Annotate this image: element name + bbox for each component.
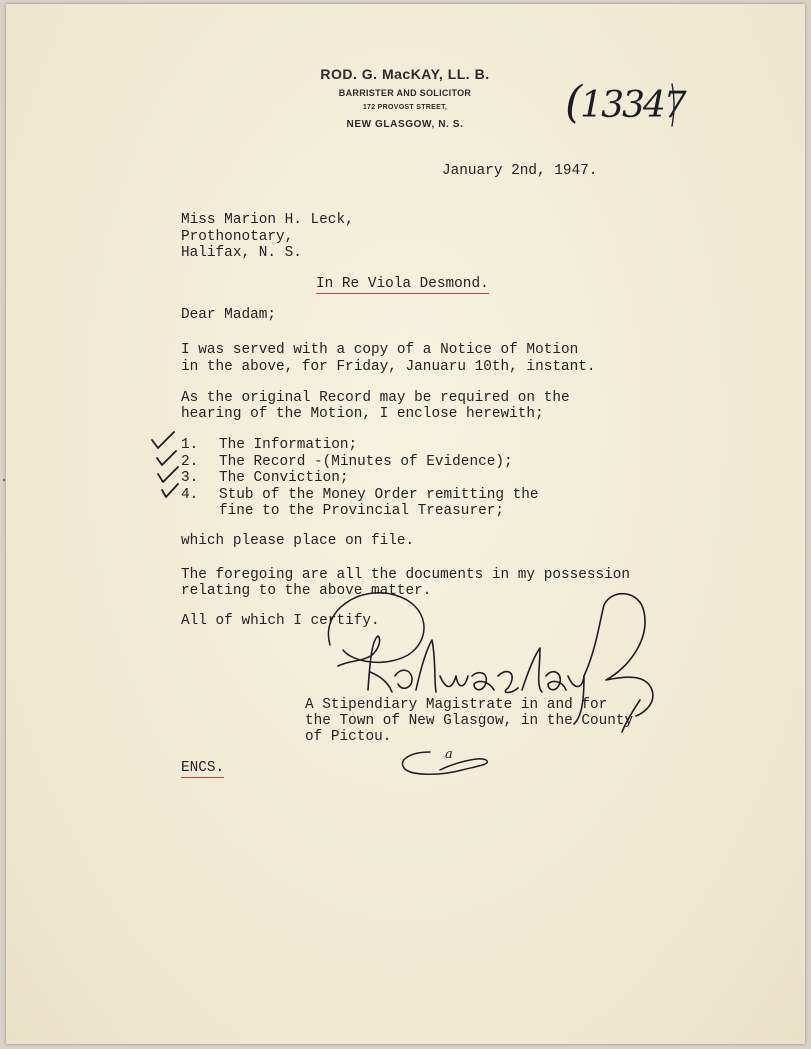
paragraph-3-line-1: The foregoing are all the documents in my possession — [181, 567, 631, 583]
check-mark-icon — [152, 432, 174, 448]
letterhead-title: BARRISTER AND SOLICITOR — [338, 88, 472, 98]
recipient-line-1: Miss Marion H. Leck, — [181, 212, 354, 228]
handwritten-initials: a — [445, 747, 453, 762]
paragraph-3-line-2: relating to the above matter. — [181, 583, 432, 599]
signature-loop-icon — [328, 593, 424, 663]
check-mark-icon — [162, 484, 178, 497]
encs-label: ENCS. — [181, 760, 225, 776]
enclosure-text-4: Stub of the Money Order remitting the — [219, 487, 539, 503]
signature-icon — [338, 636, 584, 724]
file-number-text: 13347 — [580, 85, 685, 126]
enclosure-number-2: 2. — [181, 454, 199, 470]
letterhead-city: NEW GLASGOW, N. S. — [346, 119, 464, 130]
file-request: which please place on file. — [181, 533, 415, 549]
signatory-line-2: the Town of New Glasgow, in the County — [305, 713, 634, 729]
letterhead-street: 172 PROVOST STREET, — [362, 104, 448, 111]
check-mark-icon — [158, 467, 178, 482]
signatory-line-3: of Pictou. — [305, 729, 392, 745]
enclosure-text-3: The Conviction; — [219, 470, 349, 486]
enclosure-number-4: 4. — [181, 487, 199, 503]
paragraph-1-line-1: I was served with a copy of a Notice of Motion — [181, 342, 579, 358]
signature-flourish-icon — [584, 594, 653, 732]
enclosure-number-1: 1. — [181, 437, 199, 453]
paragraph-1-line-2: in the above, for Friday, Januaru 10th, instant. — [181, 359, 596, 375]
recipient-line-3: Halifax, N. S. — [181, 245, 302, 261]
file-number-bracket-icon — [672, 84, 674, 126]
paragraph-2-line-2: hearing of the Motion, I enclose herewith; — [181, 406, 544, 422]
subject-line: In Re Viola Desmond. — [316, 276, 489, 292]
enclosure-text-4-continued: fine to the Provincial Treasurer; — [219, 503, 504, 519]
paragraph-2-line-1: As the original Record may be required on the — [181, 390, 570, 406]
enclosure-text-2: The Record -(Minutes of Evidence); — [219, 454, 513, 470]
recipient-line-2: Prothonotary, — [181, 229, 294, 245]
salutation: Dear Madam; — [181, 307, 276, 323]
initials-flourish-icon — [402, 752, 487, 774]
enclosure-number-3: 3. — [181, 470, 199, 486]
file-number: (13347 — [565, 77, 685, 128]
letterhead-name: ROD. G. MacKAY, LL. B. — [320, 66, 490, 82]
certify-line: All of which I certify. — [181, 613, 380, 629]
check-mark-icon — [157, 451, 176, 465]
paper-speck-icon — [3, 479, 5, 481]
enclosure-text-1: The Information; — [219, 437, 358, 453]
signatory-line-1: A Stipendiary Magistrate in and for — [305, 697, 608, 713]
letter-date: January 2nd, 1947. — [442, 163, 598, 179]
